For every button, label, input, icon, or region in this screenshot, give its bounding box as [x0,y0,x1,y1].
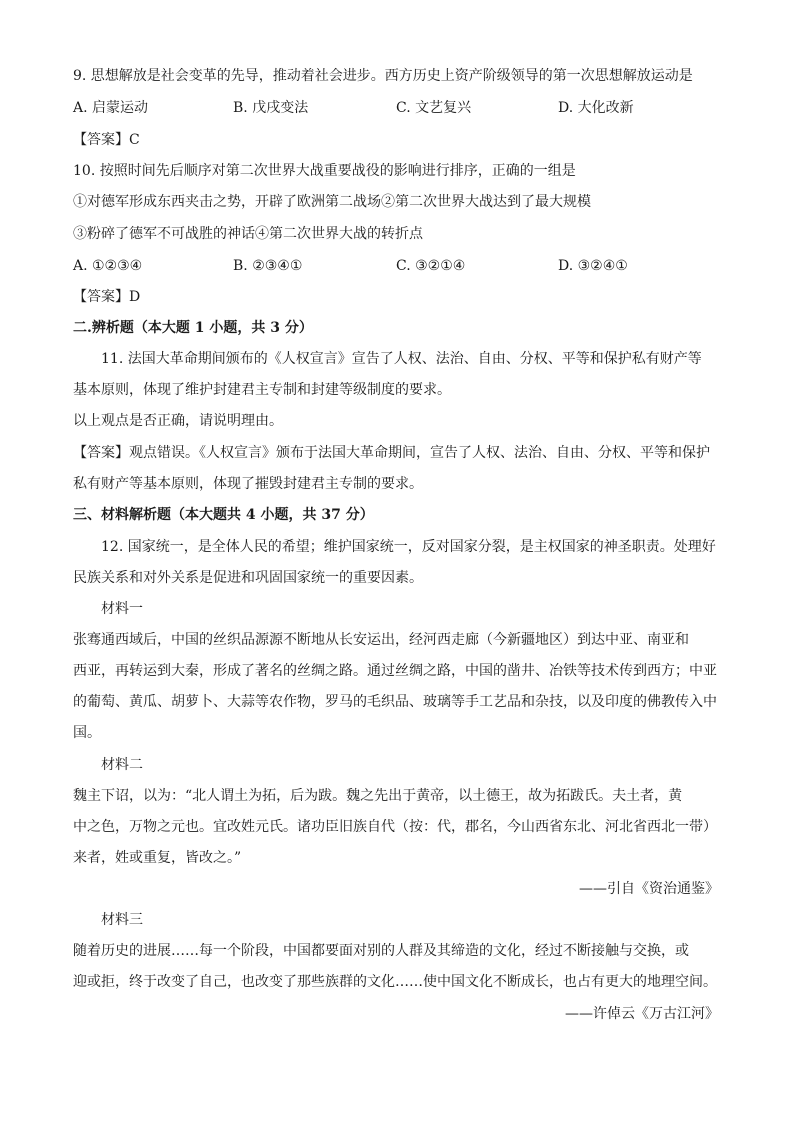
material-3-source: ——许倬云《万古江河》 [565,1006,719,1022]
q10-option-b: B. ②③④① [233,258,303,274]
material-1-line: 西亚，再转运到大秦，形成了著名的丝绸之路。通过丝绸之路，中国的凿井、冶铁等技术传到西方；中亚 [73,663,717,679]
q10-line-1: ①对德军形成东西夹击之势，开辟了欧洲第二战场②第二次世界大战达到了最大规模 [73,194,591,210]
material-1-label: 材料一 [101,601,143,617]
material-3-label: 材料三 [101,912,143,928]
q11-line-3: 以上观点是否正确，请说明理由。 [73,413,283,429]
q10-stem: 10. 按照时间先后顺序对第二次世界大战重要战役的影响进行排序，正确的一组是 [73,163,576,179]
q10-answer: 【答案】D [73,289,141,305]
q11-answer-line-2: 私有财产等基本原则，体现了摧毁封建君主专制的要求。 [73,476,423,492]
section-3-heading: 三、材料解析题（本大题共 4 小题，共 37 分） [73,507,374,523]
q10-option-c: C. ③②①④ [396,258,466,274]
material-2-line: 魏主下诏，以为：“北人谓土为拓，后为跋。魏之先出于黄帝，以土德王，故为拓跋氏。夫土者，黄 [73,788,683,804]
material-2-line: 来者，姓或重复，皆改之。” [73,850,242,866]
q11-line-1: 11. 法国大革命期间颁布的《人权宣言》宣告了人权、法治、自由、分权、平等和保护私有财产等 [101,351,702,367]
q9-option-c: C. 文艺复兴 [396,100,472,116]
q11-line-2: 基本原则，体现了维护封建君主专制和封建等级制度的要求。 [73,382,451,398]
section-2-heading: 二.辨析题（本大题 1 小题，共 3 分） [73,320,313,336]
q12-line-1: 12. 国家统一，是全体人民的希望；维护国家统一，反对国家分裂，是主权国家的神圣职责。处理好 [101,539,716,555]
material-1-line: 国。 [73,725,101,741]
material-1-line: 张骞通西域后，中国的丝织品源源不断地从长安运出，经河西走廊（今新疆地区）到达中亚、南亚和 [73,632,689,648]
material-3-line: 随着历史的进展……每一个阶段，中国都要面对别的人群及其缔造的文化，经过不断接触与交换，或 [73,943,689,959]
q11-answer-line-1: 【答案】观点错误。《人权宣言》颁布于法国大革命期间，宣告了人权、法治、自由、分权、平等和保护 [73,445,710,461]
material-2-line: 中之色，万物之元也。宜改姓元氏。诸功臣旧族自代（按：代，郡名，今山西省东北、河北省西北一带） [73,819,717,835]
q9-option-d: D. 大化改新 [558,100,634,116]
material-1-line: 的葡萄、黄瓜、胡萝卜、大蒜等农作物，罗马的毛织品、玻璃等手工艺品和杂技，以及印度的佛教传入中 [73,694,717,710]
q10-option-a: A. ①②③④ [73,258,143,274]
q10-line-2: ③粉碎了德军不可战胜的神话④第二次世界大战的转折点 [73,226,423,242]
q9-stem: 9. 思想解放是社会变革的先导，推动着社会进步。西方历史上资产阶级领导的第一次思想解放运动是 [73,68,693,84]
q9-option-a: A. 启蒙运动 [73,100,149,116]
material-2-label: 材料二 [101,757,143,773]
q9-answer: 【答案】C [73,132,140,148]
q10-option-d: D. ③②④① [558,258,628,274]
q9-option-b: B. 戊戌变法 [233,100,309,116]
material-3-line: 迎或拒，终于改变了自己，也改变了那些族群的文化……使中国文化不断成长，也占有更大的地理空间。 [73,974,717,990]
material-2-source: ——引自《资治通鉴》 [579,881,719,897]
q12-line-2: 民族关系和对外关系是促进和巩固国家统一的重要因素。 [73,570,423,586]
